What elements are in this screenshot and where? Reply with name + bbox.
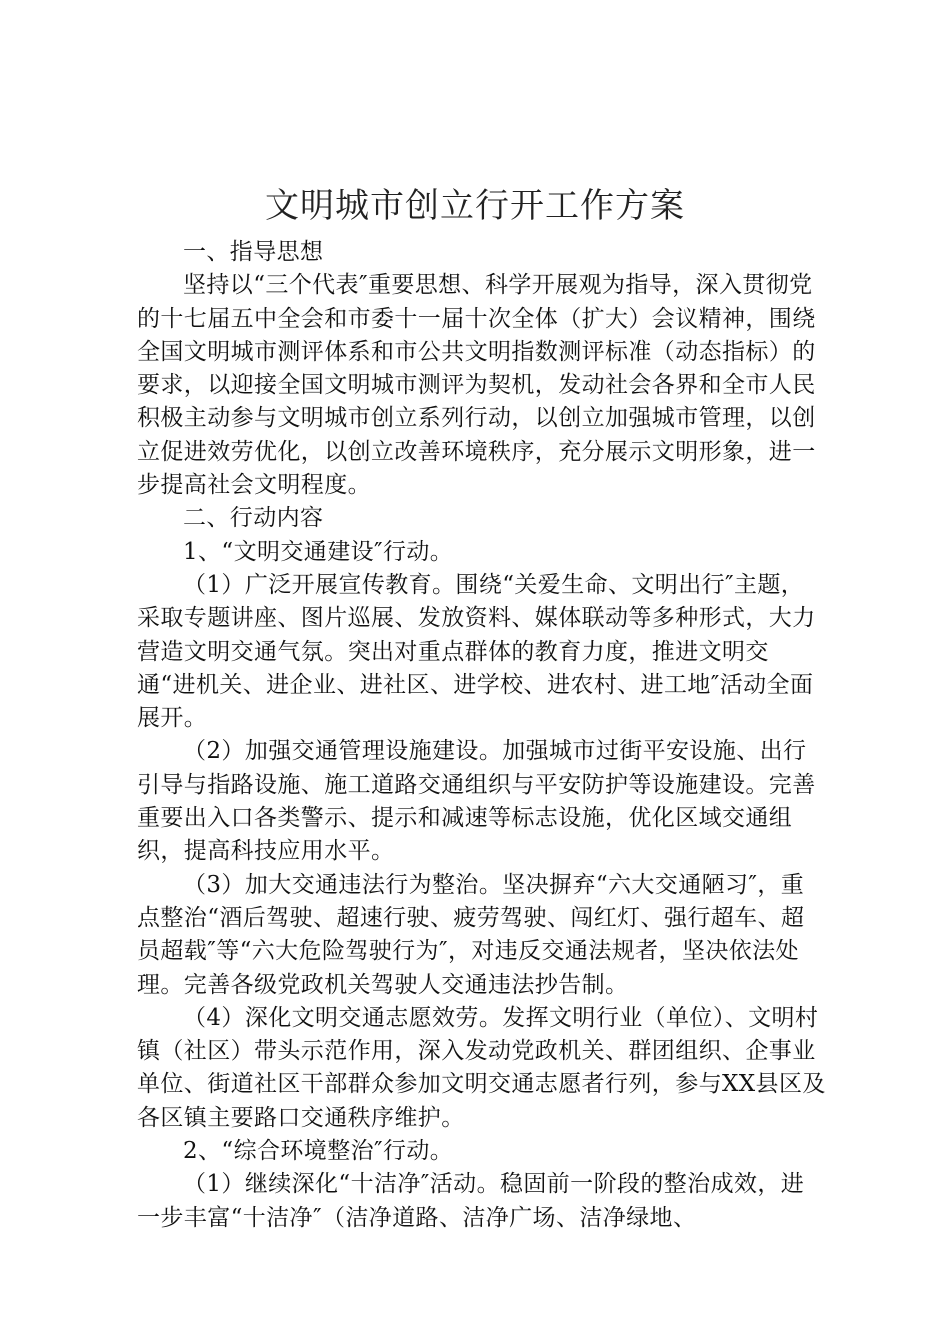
paragraph-traffic-item-4: （4）深化文明交通志愿效劳。发挥文明行业（单位）、文明村镇（社区）带头示范作用，深入发动党政机关、群团组织、企事业单位、街道社区干部群众参加文明交通志愿者行列，参与XX县区及各区镇主要路口交通秩序维护。	[137, 1004, 826, 1131]
paragraph-environment-item-1: （1）继续深化“十洁净″活动。稳固前一阶段的整治成效，进一步丰富“十洁净″（洁净道路、洁净广场、洁净绿地、	[137, 1171, 805, 1231]
document-body	[137, 236, 827, 1235]
paragraph-traffic-item-2: （2）加强交通管理设施建设。加强城市过街平安设施、出行引导与指路设施、施工道路交通组织与平安防护等设施建设。完善重要出入口各类警示、提示和减速等标志设施，优化区域交通组织，提高科技应用水平。	[137, 738, 816, 865]
paragraph-guiding-ideology: 坚持以“三个代表″重要思想、科学开展观为指导，深入贯彻党的十七届五中全会和市委十一届十次全体（扩大）会议精神，围绕全国文明城市测评体系和市公共文明指数测评标准（动态指标）的要求，以迎接全国文明城市测评为契机，发动社会各界和全市人民积极主动参与文明城市创立系列行动，以创立加强城市管理，以创立促进效劳优化，以创立改善环境秩序，充分展示文明形象，进一步提高社会文明程度。	[137, 272, 816, 499]
document-title: 文明城市创立行开工作方案	[265, 186, 685, 226]
paragraph-traffic-item-3: （3）加大交通违法行为整治。坚决摒弃“六大交通陋习″，重点整治“酒后驾驶、超速行驶、疲劳驾驶、闯红灯、强行超车、超员超载″等“六大危险驾驶行为″，对违反交通法规者，坚决依法处理。完善各级党政机关驾驶人交通违法抄告制。	[137, 871, 805, 998]
subsection-heading-civilized-traffic: 1、“文明交通建设″行动。	[183, 538, 454, 565]
paragraph-traffic-item-1: （1）广泛开展宣传教育。围绕“关爱生命、文明出行″主题，采取专题讲座、图片巡展、发放资料、媒体联动等多种形式，大力营造文明交通气氛。突出对重点群体的教育力度，推进文明交通“进机关、进企业、进社区、进学校、进农村、进工地″活动全面展开。	[137, 571, 816, 732]
section-heading-action-content: 二、行动内容	[183, 505, 324, 532]
section-heading-guiding-ideology: 一、指导思想	[183, 239, 324, 265]
subsection-heading-environment: 2、“综合环境整治″行动。	[183, 1138, 454, 1165]
